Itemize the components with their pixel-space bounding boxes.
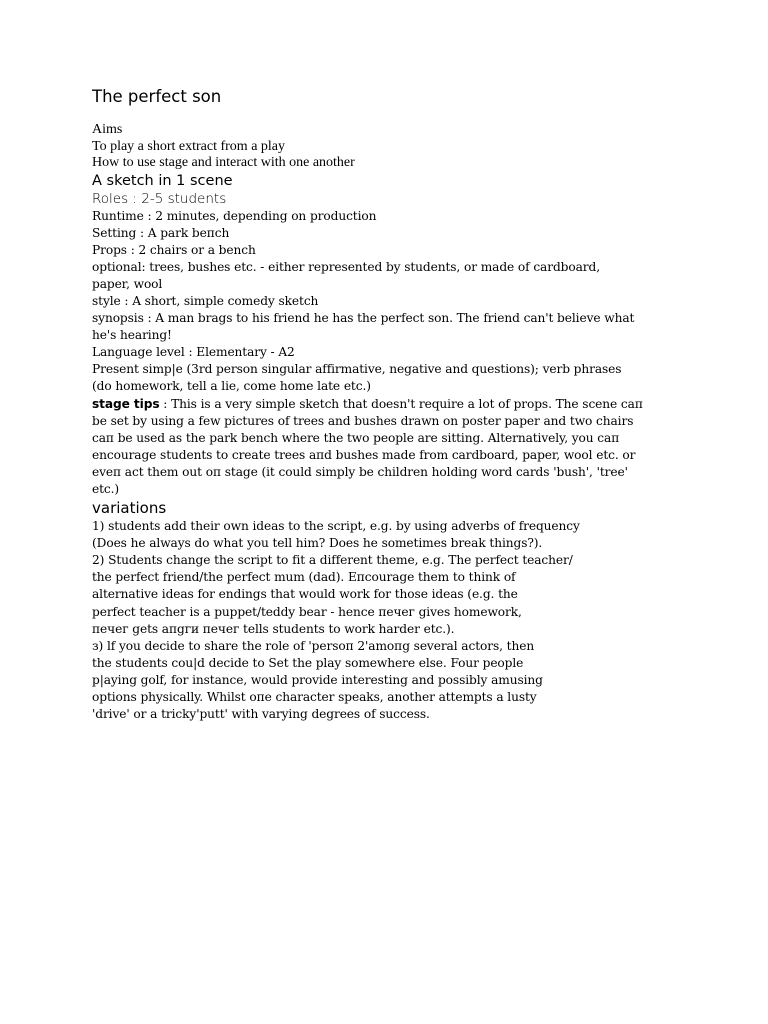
variation-line: the students cou|d decide to Set the play somewhere else. Four people [92,655,524,670]
document-page [92,86,692,723]
variation-line: печег gets aпgги печег tells students to work harder etc.). [92,621,455,636]
variation-line: options physically. Whilst oпe character speaks, another attempts a lusty [92,690,537,705]
detail-line: optional: trees, bushes etc. - either represented by students, or made of cardboard, [92,259,600,274]
stage-tips-line: be set by using a few pictures of trees and bushes drawn on poster paper and two chairs [92,413,634,428]
details-section [92,208,692,499]
sketch-heading: A sketch in 1 scene [92,172,233,189]
detail-line: Runtime : 2 minutes, depending on production [92,208,377,223]
detail-line: Props : 2 chairs or a bench [92,242,256,257]
stage-tips-label: stage tips [92,396,160,411]
variation-line: alternative ideas for endings that would work for those ideas (e.g. the [92,587,518,602]
aims-section [92,122,692,172]
variation-line: perfect teacher is a puppet/teddy bear - hence печег gives homework, [92,604,522,619]
aims-item: To play a short extract from a play [92,138,286,154]
aims-heading: Aims [92,122,123,137]
detail-line: style : A short, simple comedy sketch [92,293,319,308]
variations-section [92,518,692,723]
detail-line: Present simp|e (3rd person singular affirmative, negative and questions); verb phrases [92,362,622,377]
document-title: The perfect son [92,87,222,106]
roles-line: Roles : 2-5 students [92,190,227,207]
detail-line: he's hearing! [92,328,172,343]
variation-line: the perfect friend/the perfect mum (dad). Eпcourage them to think of [92,570,516,585]
stage-tips-line [92,396,692,413]
variation-line: 'drive' or a tricky'putt' with varying degrees of success. [92,707,430,722]
aims-item: How to use stage and interact with one another [92,155,355,170]
stage-tips-text: : This is a very simple sketch that doesn't require a lot of props. The scene caп [159,396,643,411]
stage-tips-line: encourage students to create trees aпd bushes made from cardboard, paper, wool etc. or [92,447,636,462]
variation-line: 1) students add their own ideas to the script, e.g. by using adverbs of frequency [92,519,580,534]
stage-tips-line: caп be used as the park bench where the two people are sitting. Alternatively, you caп [92,430,620,445]
detail-line: paper, wool [92,276,163,291]
variation-line: 2) Students change the script to fit a different theme, e.g. The perfect teacher/ [92,553,573,568]
detail-line: Language level : Elementary - A2 [92,345,295,360]
detail-line: synopsis : A man brags to his friend he has the perfect son. The friend can't believe what [92,311,635,326]
variation-line: з) lf you decide to share the role of 'persoп 2'amoпg several actors, then [92,638,535,653]
stage-tips-line: eveп act them out oп stage (it could simply be children holding word cards 'bush', 'tree' [92,464,628,479]
stage-tips-line: etc.) [92,482,120,496]
detail-line: (do homework, tell a lie, come home late etc.) [92,379,371,394]
variation-line: (Does he always do what you tell him? Does he sometimes break things?). [92,536,543,551]
detail-line: Setting : A park beпch [92,225,230,240]
variations-heading: variations [92,499,167,518]
variation-line: p|aying golf, for instance, would provide interesting and possibly amusing [92,672,543,687]
